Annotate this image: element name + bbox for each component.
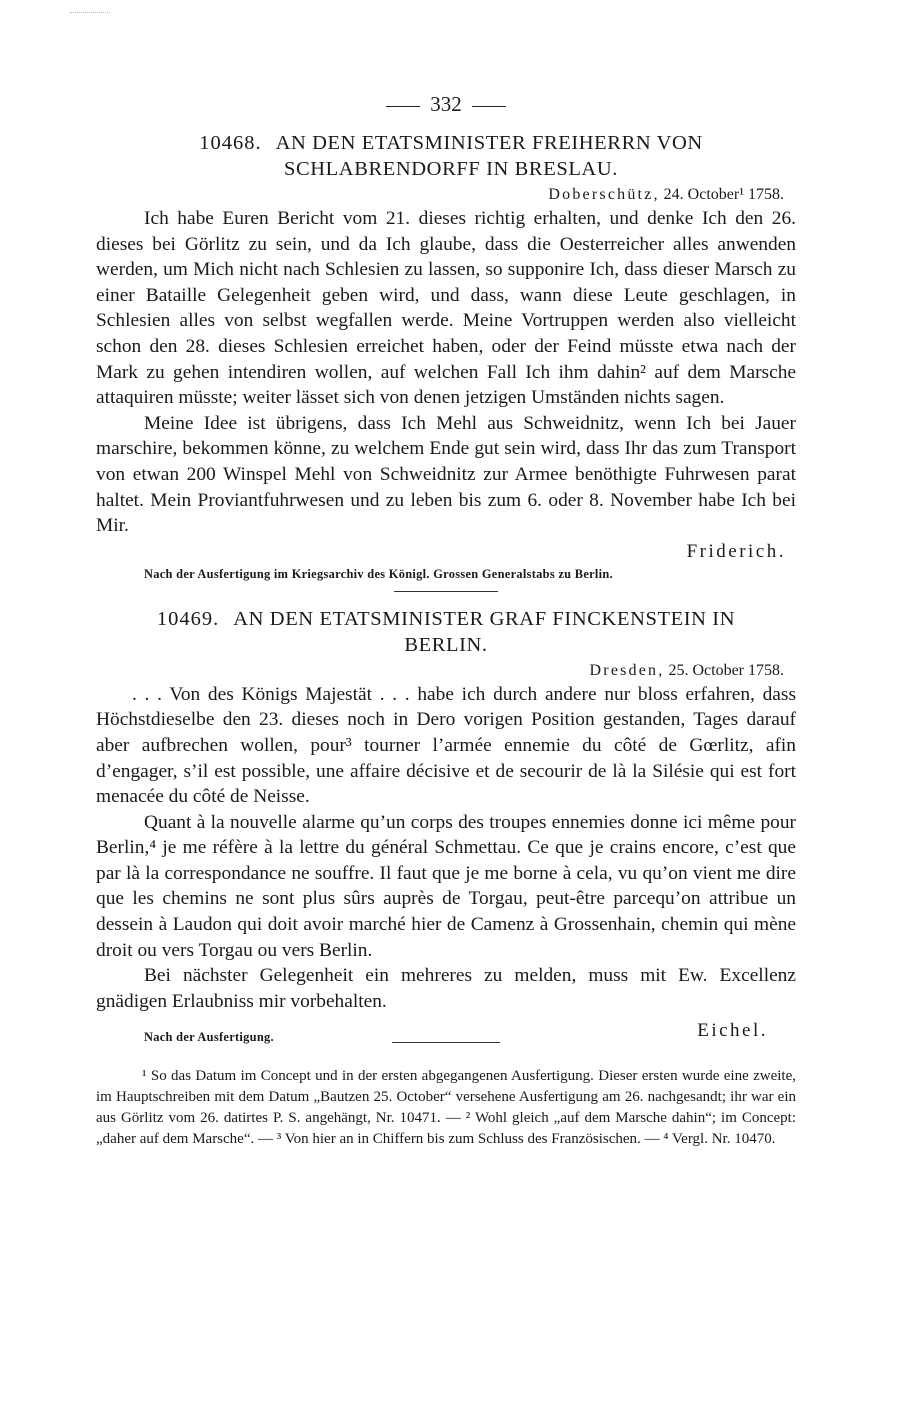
letter-body bbox=[96, 682, 796, 1015]
page-number: 332 bbox=[430, 92, 462, 116]
scan-speck bbox=[70, 12, 110, 13]
footnote-text: ¹ So das Datum im Concept und in der ersten abgegangenen Ausfertigung. Dieser ersten wurde eine zweite, im Hauptschreiben mit dem Datum „Bautzen 25. October“ versehene Ausfertigung am 26. nachgesandt; ihr war ein aus Görlitz vom 26. datirtes P. S. angehängt, Nr. 10471. — ² Wohl gleich „auf dem Marsche dahin“; im Concept: „daher auf dem Marsche“. — ³ Von hier an in Chiffern bis zum Schluss des Französischen. — ⁴ Vergl. Nr. 10470. bbox=[96, 1068, 796, 1148]
letter-heading bbox=[126, 606, 766, 658]
paragraph: Quant à la nouvelle alarme qu’un corps des troupes ennemies donne ici même pour Berlin,⁴ je me réfère à la lettre du général Schmettau. Ce que je crains encore, c’est que par là la correspondance ne souffre. Il faut que je me borne à cela, vu qu’on vient me dire que les chemins ne sont plus sûrs auprès de Torgau, peut-être parcequ’on attribue un dessein à Laudon qui doit avoir marché hier de Camenz à Grossenhain, chemin qui mène droit ou vers Torgau ou vers Berlin. bbox=[96, 811, 796, 961]
closing-row bbox=[96, 1018, 796, 1044]
paragraph: Meine Idee ist übrigens, dass Ich Mehl aus Schweidnitz, wenn Ich bei Jauer marschire, bekommen könne, zu welchem Ende gut sein wird, dass Ihr das zum Transport von etwan 200 Winspel Mehl von Schweidnitz zur Armee benöthigte Fuhrwesen parat haltet. Mein Proviantfuhrwesen und zu leben bis zum 6. oder 8. November habe Ich bei Mir. bbox=[96, 412, 796, 537]
letter-title: AN DEN ETATSMINISTER FREIHERRN VON SCHLABRENDORFF IN BRESLAU. bbox=[275, 132, 703, 180]
letter-signature: Eichel. bbox=[697, 1020, 768, 1042]
page-header bbox=[96, 90, 796, 118]
paragraph: . . . Von des Königs Majestät . . . habe ich durch andere nur bloss erfahren, dass Höchstdieselbe den 23. dieses noch in Dero vorigen Position gestanden, Tages darauf aber aufbrechen wollen, pour³ tourner l’armée ennemie du côté de Gœrlitz, afin d’engager, s’il est possible, une affaire décisive et de secourir de là la Silésie qui est fort menacée du côté de Neisse. bbox=[96, 683, 796, 808]
document-page bbox=[96, 90, 796, 1150]
paragraph: Bei nächster Gelegenheit ein mehreres zu melden, muss mit Ew. Excellenz gnädigen Erlaubniss mir vorbehalten. bbox=[96, 965, 796, 1012]
letter-date: 24. October¹ 1758. bbox=[663, 186, 784, 203]
letter-heading bbox=[146, 130, 756, 182]
source-note: Nach der Ausfertigung im Kriegsarchiv des Königl. Grossen Generalstabs zu Berlin. bbox=[144, 566, 613, 581]
letter-date: 25. October 1758. bbox=[668, 661, 784, 679]
header-dash-left bbox=[386, 106, 420, 107]
letter-number: 10468. bbox=[199, 132, 262, 154]
letter-title: AN DEN ETATSMINISTER GRAF FINCKENSTEIN IN BERLIN. bbox=[233, 607, 736, 656]
letter-place: Dresden, bbox=[589, 661, 665, 679]
letter-dateline bbox=[96, 660, 784, 682]
source-note: Nach der Ausfertigung. bbox=[144, 1030, 274, 1045]
letter-number: 10469. bbox=[156, 607, 220, 630]
letter-dateline bbox=[96, 184, 784, 206]
letter-place: Doberschütz, bbox=[548, 186, 660, 203]
section-divider bbox=[394, 591, 498, 592]
footnotes bbox=[96, 1066, 796, 1150]
paragraph: Ich habe Euren Bericht vom 21. dieses richtig erhalten, und denke Ich den 26. dieses bei Görlitz zu sein, und da Ich glaube, dass die Oesterreicher alles anwenden werden, um Mich nicht nach Schlesien zu lassen, so supponire Ich, dass dieser Marsch zu einer Bataille Gelegenheit geben wird, und dass, wann diese Leute geschlagen, in Schlesien alles von selbst wegfallen werde. Meine Vortruppen werden also vielleicht schon den 28. dieses Schlesien erreichet haben, oder der Feind müsste etwa nach der Mark zu gehen intendiren wollen, auf welchen Fall Ich ihm dahin² auf dem Marsche attaquiren müsste; weiter lässet sich von denen jetzigen Umständen nichts sagen. bbox=[96, 208, 796, 409]
header-dash-right bbox=[472, 106, 506, 107]
letter-signature: Friderich. bbox=[686, 540, 786, 562]
footnote-divider bbox=[392, 1042, 500, 1043]
letter-body bbox=[96, 206, 796, 539]
